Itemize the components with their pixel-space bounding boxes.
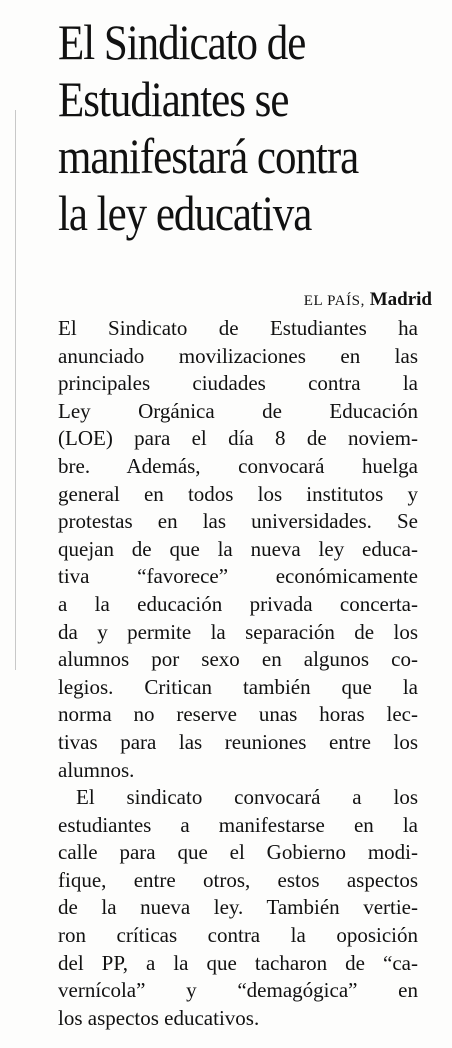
body-line: de la nueva ley. También vertie- <box>58 895 418 920</box>
body-line: alumnos. <box>58 757 135 782</box>
body-line: calle para que el Gobierno modi- <box>58 840 418 865</box>
headline-line: El Sindicato de <box>58 14 306 70</box>
body-line: protestas en las universidades. Se <box>58 509 418 534</box>
body-line: tivas para las reuniones entre los <box>58 729 418 754</box>
paragraph-1 <box>58 315 418 784</box>
article-body <box>58 315 418 1032</box>
body-line: anunciado movilizaciones en las <box>58 343 418 368</box>
body-line: (LOE) para el día 8 de noviem- <box>58 426 418 451</box>
body-line: da y permite la separación de los <box>58 619 418 644</box>
body-line: alumnos por sexo en algunos co- <box>58 647 418 672</box>
paragraph-2 <box>58 784 418 1032</box>
body-line: legios. Critican también que la <box>58 674 418 699</box>
body-line: general en todos los institutos y <box>58 481 418 506</box>
column-rule <box>15 110 16 670</box>
headline-line: manifestará contra <box>58 128 359 184</box>
headline-line: Estudiantes se <box>58 71 289 127</box>
body-line: los aspectos educativos. <box>58 1005 260 1030</box>
body-line: norma no reserve unas horas lec- <box>58 702 418 727</box>
body-line: bre. Además, convocará huelga <box>58 453 418 478</box>
body-line: El Sindicato de Estudiantes ha <box>58 316 418 340</box>
body-line: estudiantes a manifestarse en la <box>58 812 418 837</box>
byline-source: EL PAÍS, <box>303 293 365 309</box>
body-line: ron críticas contra la oposición <box>58 923 418 948</box>
body-line: Ley Orgánica de Educación <box>58 398 418 423</box>
body-line: a la educación privada concerta- <box>58 591 418 616</box>
body-line: fique, entre otros, estos aspectos <box>58 867 418 892</box>
body-line: El sindicato convocará a los <box>76 785 418 810</box>
byline <box>304 288 432 313</box>
body-line: quejan de que la nueva ley educa- <box>58 536 418 561</box>
body-line: vernícola” y “demagógica” en <box>58 978 418 1003</box>
body-line: principales ciudades contra la <box>58 371 418 396</box>
body-line: tiva “favorece” económicamente <box>58 564 418 589</box>
byline-city: Madrid <box>369 289 432 310</box>
body-line: del PP, a la que tacharon de “ca- <box>58 950 418 975</box>
article-headline <box>58 14 393 242</box>
headline-line: la ley educativa <box>58 185 312 241</box>
